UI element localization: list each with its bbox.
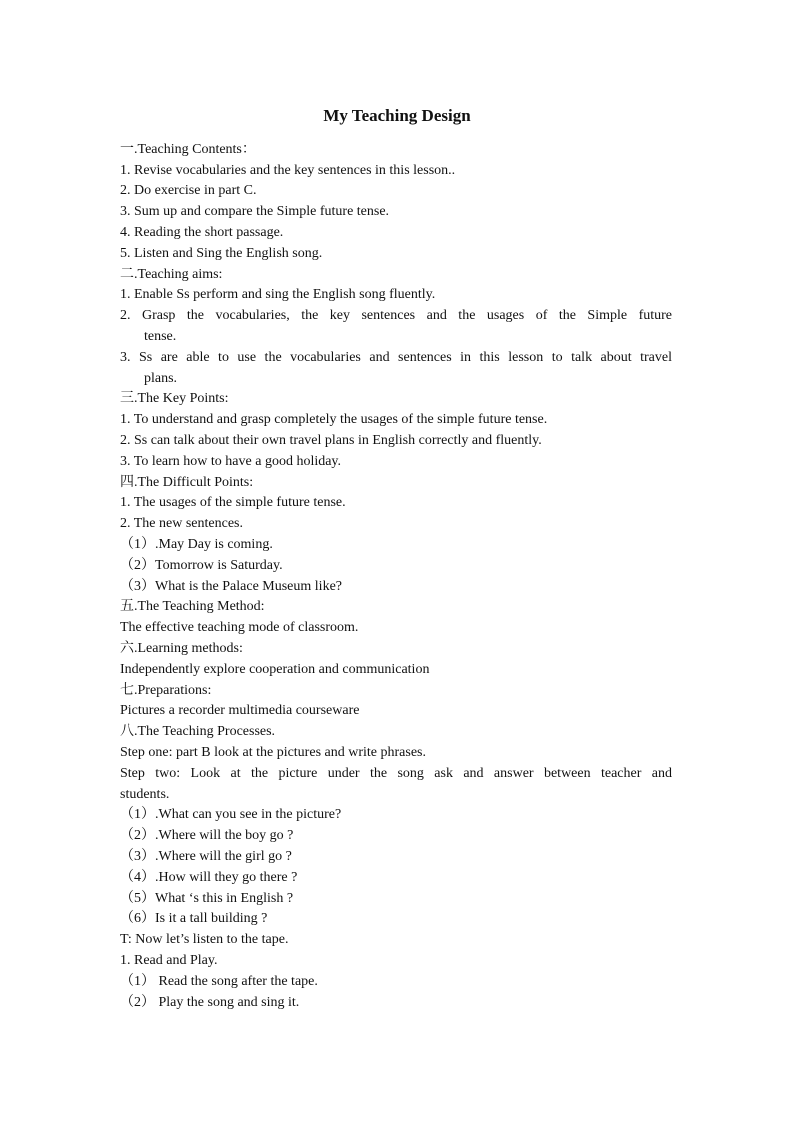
list-item: 1. The usages of the simple future tense. bbox=[120, 495, 346, 510]
section-heading-key-points: 三.The Key Points: bbox=[120, 391, 229, 406]
list-item: 1. Revise vocabularies and the key sentences in this lesson.. bbox=[120, 163, 456, 178]
section-heading-method: 五.The Teaching Method: bbox=[120, 599, 265, 614]
sub-list-item: （1） Read the song after the tape. bbox=[120, 974, 318, 989]
list-item: 3. Sum up and compare the Simple future tense. bbox=[120, 204, 390, 219]
sub-list-item: （2）.Where will the boy go ? bbox=[120, 828, 294, 843]
sub-list-item: （4）.How will they go there ? bbox=[120, 870, 298, 885]
paragraph: Step one: part B look at the pictures and write phrases. bbox=[120, 745, 426, 760]
paragraph: Step two: Look at the picture under the song ask and answer between teacher and bbox=[120, 766, 672, 781]
paragraph-continuation: students. bbox=[120, 787, 170, 802]
paragraph: Pictures a recorder multimedia courseware bbox=[120, 703, 360, 718]
sub-list-item: （2）Tomorrow is Saturday. bbox=[120, 558, 283, 573]
list-item-continuation: tense. bbox=[144, 329, 177, 344]
section-heading-difficult-points: 四.The Difficult Points: bbox=[120, 475, 254, 490]
sub-list-item: （5）What ‘s this in English ? bbox=[120, 891, 294, 906]
list-item: 1. Enable Ss perform and sing the English song fluently. bbox=[120, 287, 436, 302]
list-item: 2. The new sentences. bbox=[120, 516, 243, 531]
list-item: 2. Do exercise in part C. bbox=[120, 183, 257, 198]
section-heading-preparations: 七.Preparations: bbox=[120, 683, 212, 698]
section-heading-aims: 二.Teaching aims: bbox=[120, 267, 223, 282]
list-item: 4. Reading the short passage. bbox=[120, 225, 284, 240]
list-item: 5. Listen and Sing the English song. bbox=[120, 246, 323, 261]
list-item-continuation: plans. bbox=[144, 371, 178, 386]
section-heading-contents: 一.Teaching Contents： bbox=[120, 142, 256, 157]
sub-list-item: （1）.May Day is coming. bbox=[120, 537, 273, 552]
section-heading-processes: 八.The Teaching Processes. bbox=[120, 724, 276, 739]
sub-list-item: （6）Is it a tall building ? bbox=[120, 911, 268, 926]
list-item: 2. Ss can talk about their own travel plans in English correctly and fluently. bbox=[120, 433, 542, 448]
sub-list-item: （3）.Where will the girl go ? bbox=[120, 849, 292, 864]
list-item: 1. To understand and grasp completely the usages of the simple future tense. bbox=[120, 412, 548, 427]
list-item: 3. Ss are able to use the vocabularies and sentences in this lesson to talk about travel bbox=[120, 350, 672, 365]
document-title: My Teaching Design bbox=[323, 106, 471, 125]
paragraph: 1. Read and Play. bbox=[120, 953, 218, 968]
sub-list-item: （3）What is the Palace Museum like? bbox=[120, 579, 342, 594]
list-item: 3. To learn how to have a good holiday. bbox=[120, 454, 342, 469]
list-item: 2. Grasp the vocabularies, the key sentences and the usages of the Simple future bbox=[120, 308, 672, 323]
paragraph: T: Now let’s listen to the tape. bbox=[120, 932, 289, 947]
sub-list-item: （1）.What can you see in the picture? bbox=[120, 807, 342, 822]
section-heading-learning-methods: 六.Learning methods: bbox=[120, 641, 243, 656]
paragraph: The effective teaching mode of classroom. bbox=[120, 620, 359, 635]
paragraph: Independently explore cooperation and communication bbox=[120, 662, 430, 677]
sub-list-item: （2） Play the song and sing it. bbox=[120, 995, 300, 1010]
